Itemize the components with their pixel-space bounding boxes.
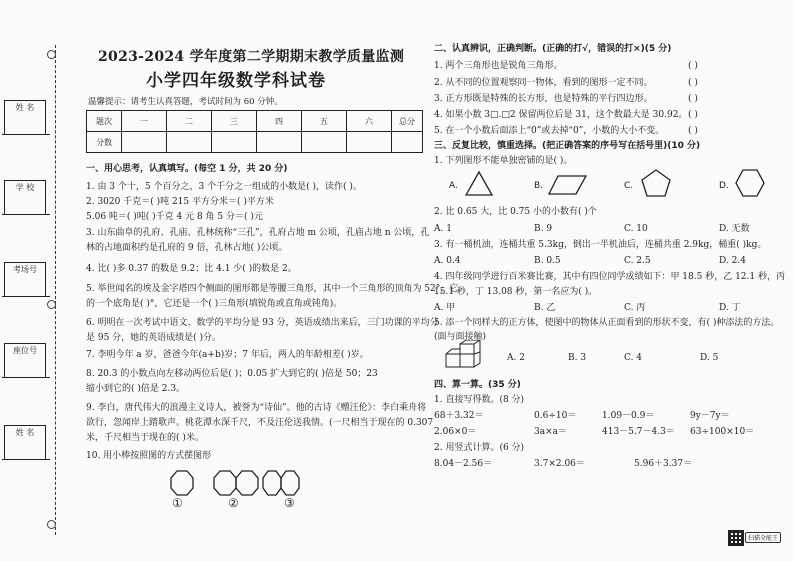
- octagon-figure-2: [236, 471, 258, 495]
- vertical-calc-item: 3.7×2.06＝: [534, 459, 585, 469]
- choice-question: 3. 有一桶机油，连桶共重 5.3kg，倒出一半机油后，连桶共重 2.9kg，桶重( )kg。: [434, 240, 767, 250]
- option: C. 2.5: [624, 256, 651, 266]
- calc-item: 2.06×0＝: [434, 427, 477, 437]
- judge-item: 3. 正方形既是特殊的长方形，也是特殊的平行四边形。: [434, 94, 653, 104]
- question-line: 3. 山东曲阜的孔府、孔庙、孔林统称“三孔”，孔府占地 m 公顷，孔庙占地 n 公顷，孔: [86, 228, 430, 238]
- option: D. 5: [700, 353, 719, 363]
- option-label: C.: [624, 181, 634, 191]
- judge-item: 5. 在一个小数后面添上“0”或去掉“0”，小数的大小不变。: [434, 126, 665, 136]
- choice-question: 4. 四年级同学进行百米赛比赛，其中有四位同学成绩如下：甲 18.5 秒，乙 12.1 秒，丙: [434, 272, 785, 282]
- octagon-figure-1: [171, 471, 193, 495]
- octagon-figure-2: [214, 471, 236, 495]
- score-cell[interactable]: [392, 132, 423, 153]
- question-line: 8. 20.3 的小数点向左移动两位后是( )；0.05 扩大到它的( )倍是 50；23: [86, 369, 378, 379]
- qr-code-icon: [728, 530, 744, 546]
- option: B. 乙: [534, 303, 556, 313]
- question-line: 是 95 分，她的英语成绩是( )分。: [86, 333, 222, 343]
- triangle-shape: [465, 170, 495, 198]
- judge-item: 1. 两个三角形也是锐角三角形。: [434, 61, 563, 71]
- exam-title-line2: 小学四年级数学科试卷: [146, 71, 326, 91]
- binding-field-room: 考场号: [4, 262, 46, 297]
- binding-field-school: 学 校: [4, 180, 46, 215]
- vertical-calc-item: 5.96＋3.37＝: [634, 459, 693, 469]
- calc-item: 1.09－0.9＝: [602, 411, 655, 421]
- question-line: 2. 3020 千克＝( )吨 215 平方分米＝( )平方米: [86, 197, 274, 207]
- score-cell[interactable]: [347, 132, 392, 153]
- question-line: 林的占地面积约是孔府的 9 倍，孔林占地( )公顷。: [86, 243, 288, 253]
- question-line: 欲行，忽闻岸上踏歌声。桃花潭水深千尺，不及汪伦送我情。(一尺相当于现在的 0.307: [86, 418, 434, 428]
- score-header-cell: 六: [347, 111, 392, 132]
- choice-question: 1. 下列图形不能单独密铺的是( )。: [434, 156, 573, 166]
- subsection-heading: 1. 直接写得数。(8 分): [434, 395, 525, 405]
- score-cell[interactable]: [257, 132, 302, 153]
- option: D. 无数: [719, 224, 750, 234]
- binding-underline: [2, 214, 50, 215]
- choice-question: 15.1 秒，丁 13.08 秒，第一名应为( )。: [434, 287, 598, 297]
- option: B. 0.5: [534, 256, 561, 266]
- question-line: 5. 举世闻名的埃及金字塔四个侧面的图形都是等腰三角形，其中一个三角形的顶角为 52°，它: [86, 284, 459, 294]
- calc-item: 9y－7y＝: [690, 411, 730, 421]
- exam-notice: 温馨提示：请考生认真答题，考试时间为 60 分钟。: [88, 97, 283, 107]
- calc-item: 68＋3.32＝: [434, 411, 484, 421]
- option: A. 甲: [434, 303, 456, 313]
- option-label: B.: [534, 181, 544, 191]
- answer-paren[interactable]: ( ): [688, 61, 698, 71]
- option-label: A.: [449, 181, 458, 191]
- judge-item: 4. 如果小数 3□.□2 保留两位后是 31，这个数最大是 30.92。: [434, 110, 688, 120]
- exam-title-line1: 2023-2024 学年度第二学期期末教学质量监测: [98, 49, 405, 65]
- figure-label-2: ②: [228, 496, 239, 510]
- question-line: 7. 李明今年 a 岁，爸爸今年(a+b)岁；7 年后，两人的年龄相差( )岁。: [86, 350, 369, 360]
- section-4-heading: 四、算一算。(35 分): [434, 380, 521, 390]
- question-line: 4. 比( )多 0.37 的数是 9.2；比 4.1 少( )的数是 2。: [86, 264, 297, 274]
- hexagon-shape: [734, 168, 766, 198]
- question-line: 6. 明明在一次考试中语文、数学的平均分是 93 分，英语成绩出来后，三门功课的平均分: [86, 318, 439, 328]
- option: A. 2: [507, 353, 525, 363]
- question-line: 9. 李白，唐代伟大的浪漫主义诗人，被誉为“诗仙”。他的古诗《赠汪伦》：李白乘舟将: [86, 403, 427, 413]
- question-line: 米，千尺相当于现在的( )米。: [86, 433, 204, 443]
- question-line: 缩小到它的( )倍是 2.3。: [86, 384, 186, 394]
- vertical-calc-item: 8.04－2.56＝: [434, 459, 493, 469]
- scanner-watermark-badge: 扫描全能王: [745, 532, 781, 543]
- option: C. 4: [624, 353, 643, 363]
- section-2-heading: 二、认真辨识，正确判断。(正确的打√，错误的打×)(5 分): [434, 44, 672, 54]
- score-header-cell: 五: [302, 111, 347, 132]
- question-line: 5.06 吨＝( )吨( )千克 4 元 8 角 5 分＝( )元: [86, 212, 263, 222]
- binding-underline: [2, 134, 50, 135]
- score-table: [86, 110, 423, 153]
- score-header-cell: 总分: [392, 111, 423, 132]
- score-header-cell: 三: [212, 111, 257, 132]
- section-3-heading: 三、反复比较，慎重选择。(把正确答案的序号写在括号里)(10 分): [434, 141, 701, 151]
- binding-field-name: 姓 名: [4, 100, 46, 135]
- option: B. 3: [568, 353, 587, 363]
- score-cell[interactable]: [302, 132, 347, 153]
- option: D. 2.4: [719, 256, 746, 266]
- figure-label-1: ①: [172, 496, 183, 510]
- option: B. 9: [534, 224, 553, 234]
- figure-label-3: ③: [284, 496, 295, 510]
- score-cell[interactable]: [167, 132, 212, 153]
- question-line: 的一个底角是( )°，它还是一个( )三角形(填锐角或直角或钝角)。: [86, 299, 343, 309]
- answer-paren[interactable]: ( ): [688, 110, 698, 120]
- binding-hole: [47, 520, 56, 529]
- score-header-cell: 二: [167, 111, 212, 132]
- question-line: 1. 由 3 个十，5 个百分之，3 个千分之一组成的小数是( )，读作( )。: [86, 182, 362, 192]
- option: A. 0.4: [434, 256, 461, 266]
- binding-underline: [2, 296, 50, 297]
- binding-hole: [47, 50, 56, 59]
- binding-dashed-line: [55, 45, 56, 535]
- cube-stack-figure: [444, 340, 494, 370]
- calc-item: 63÷100×10＝: [690, 427, 755, 437]
- choice-question: 2. 比 0.65 大，比 0.75 小的小数有( )个: [434, 207, 597, 217]
- pentagon-shape: [640, 168, 672, 198]
- judge-item: 2. 从不同的位置观察同一物体，看到的图形一定不同。: [434, 78, 653, 88]
- calc-item: 3a×a＝: [534, 427, 567, 437]
- binding-field-seat: 座位号: [4, 343, 46, 378]
- answer-paren[interactable]: ( ): [688, 126, 698, 136]
- score-row-label: 分数: [87, 132, 122, 153]
- parallelogram-shape: [548, 174, 588, 196]
- calc-item: 0.6÷10＝: [534, 411, 577, 421]
- option-label: D.: [719, 181, 729, 191]
- score-header-cell: 一: [122, 111, 167, 132]
- choice-question: 5. 添一个同样大的正方体，使图中的物体从正面看到的形状不变，有( )种添法的方法。: [434, 318, 780, 328]
- binding-underline: [2, 377, 50, 378]
- binding-field-name2: 姓 名: [4, 425, 46, 460]
- option: A. 1: [434, 224, 452, 234]
- option: C. 10: [624, 224, 648, 234]
- score-cell[interactable]: [122, 132, 167, 153]
- binding-hole: [47, 300, 56, 309]
- score-cell[interactable]: [212, 132, 257, 153]
- option: C. 丙: [624, 303, 646, 313]
- calc-item: 413－5.7－4.3＝: [602, 427, 675, 437]
- question-line: 10. 用小棒按照图的方式摆图形: [86, 451, 212, 461]
- answer-paren[interactable]: ( ): [688, 94, 698, 104]
- subsection-heading: 2. 用竖式计算。(6 分): [434, 443, 525, 453]
- score-header-cell: 四: [257, 111, 302, 132]
- option: D. 丁: [719, 303, 741, 313]
- score-header-cell: 题次: [87, 111, 122, 132]
- answer-paren[interactable]: ( ): [688, 78, 698, 88]
- binding-underline: [2, 459, 50, 460]
- section-1-heading: 一、用心思考，认真填写。(每空 1 分，共 20 分): [86, 164, 288, 174]
- choice-question: (面与面接触): [434, 332, 487, 342]
